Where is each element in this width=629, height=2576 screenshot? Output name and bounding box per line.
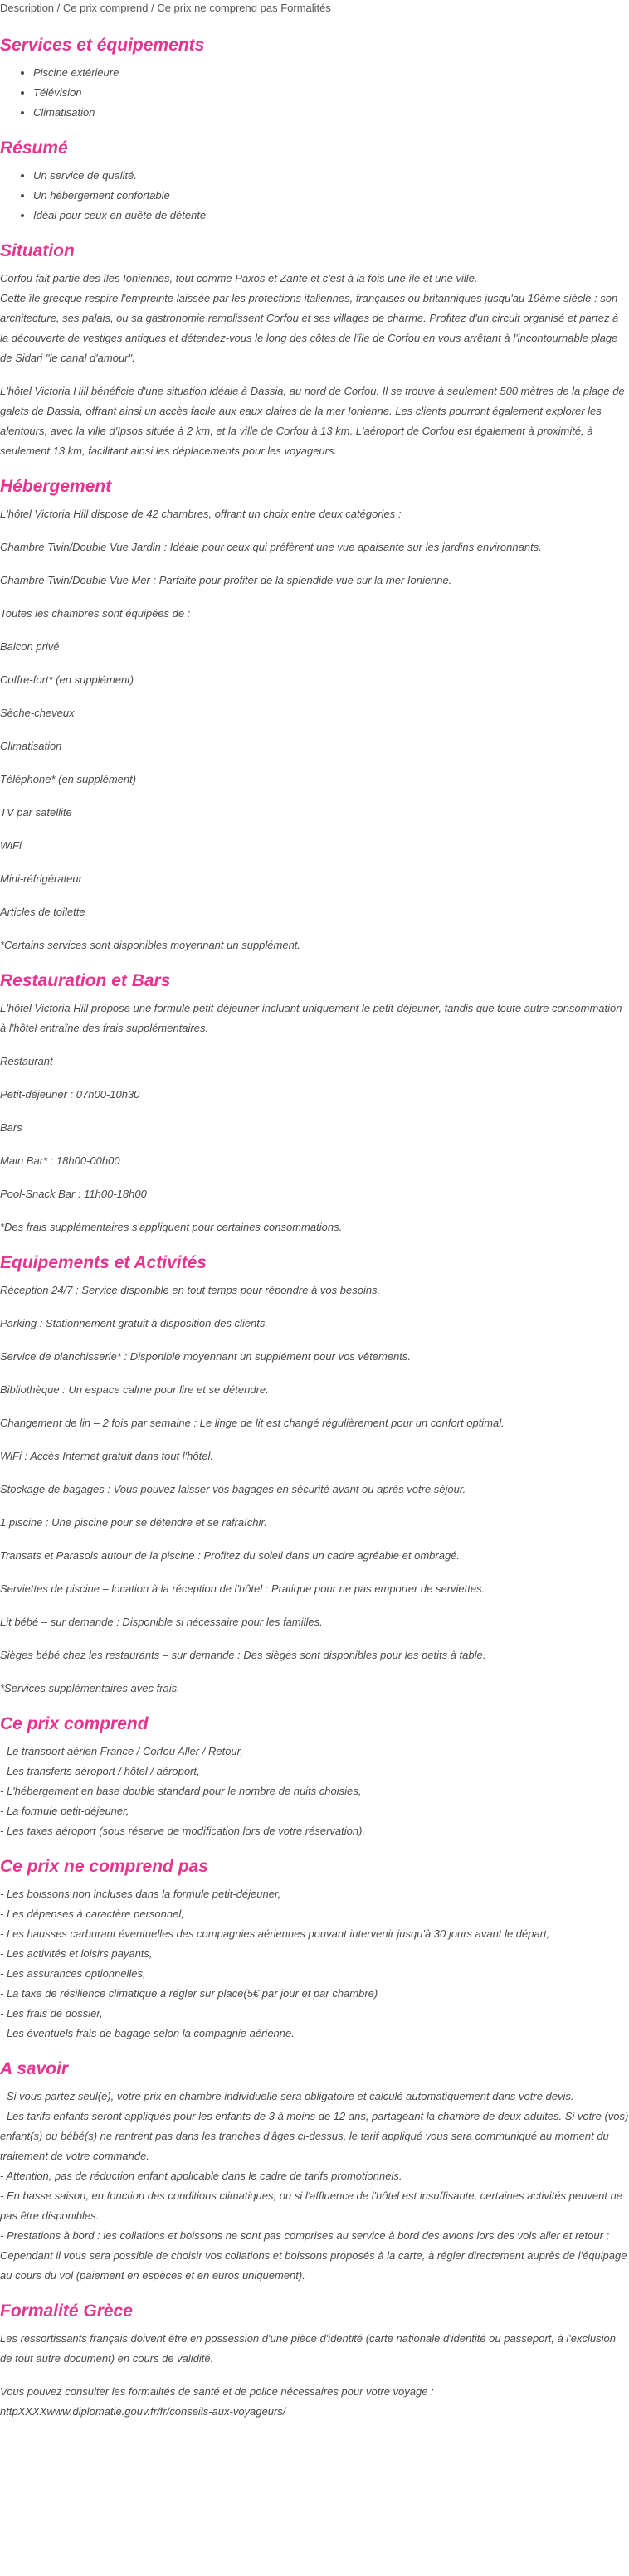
situation-paragraph: Cette île grecque respire l'empreinte laissée par les protections italiennes, françaises ou britanniques jusqu'au 19ème siècle : son architecture, ses palais, ou sa gastronomie remplissent Corfou et ses villages de charme. Profitez d'un circuit organisé et partez à la découverte de vestiges antiques et détendez-vous le long des côtes de l'île de Corfou en vous arrêtant à l'incontournable plage de Sidari "le canal d'amour". [0, 292, 619, 364]
paragraph: Coffre-fort* (en supplément) [0, 673, 134, 686]
paragraph: Chambre Twin/Double Vue Jardin : Idéale pour ceux qui préfèrent une vue apaisante sur les jardins environnants. [0, 541, 542, 553]
paragraph: Climatisation [0, 740, 62, 752]
tab-formalites[interactable]: Formalités [280, 2, 331, 14]
formalite-title: Formalité Grèce [0, 2301, 133, 2321]
list-item: - Les frais de dossier, [0, 2007, 103, 2019]
paragraph: Chambre Twin/Double Vue Mer : Parfaite pour profiter de la splendide vue sur la mer Ionienne. [0, 574, 452, 586]
services-title: Services et équipements [0, 36, 205, 55]
paragraph: Bibliothèque : Un espace calme pour lire et se détendre. [0, 1383, 269, 1396]
list-item: - Les hausses carburant éventuelles des compagnies aériennes pouvant intervenir jusqu'à 30 jours avant le départ, [0, 1927, 550, 1940]
paragraph: Toutes les chambres sont équipées de : [0, 607, 191, 620]
list-item: • Un service de qualité. [33, 166, 629, 186]
paragraph: 1 piscine : Une piscine pour se détendre et se rafraîchir. [0, 1516, 267, 1529]
paragraph: Service de blanchisserie* : Disponible moyennant un supplément pour vos vêtements. [0, 1350, 411, 1363]
list-item: • Piscine extérieure [33, 63, 629, 83]
list-item: - Le transport aérien France / Corfou Aller / Retour, [0, 1745, 243, 1757]
paragraph: Stockage de bagages : Vous pouvez laisser vos bagages en sécurité avant ou après votre séjour. [0, 1483, 466, 1495]
hebergement-content [0, 504, 629, 955]
paragraph: Bars [0, 1121, 22, 1134]
list-item: - Les éventuels frais de bagage selon la compagnie aérienne. [0, 2027, 295, 2039]
paragraph: Main Bar* : 18h00-00h00 [0, 1154, 120, 1167]
list-item: - La taxe de résilience climatique à régler sur place(5€ par jour et par chambre) [0, 1987, 378, 2000]
paragraph: Réception 24/7 : Service disponible en tout temps pour répondre à vos besoins. [0, 1284, 381, 1296]
list-item: - Les transferts aéroport / hôtel / aéroport, [0, 1765, 200, 1777]
list-item: - Les boissons non incluses dans la formule petit-déjeuner, [0, 1888, 281, 1900]
paragraph: Articles de toilette [0, 906, 85, 918]
paragraph: Changement de lin – 2 fois par semaine : Le linge de lit est changé régulièrement pour un confort optimal. [0, 1417, 505, 1429]
paragraph: Serviettes de piscine – location à la réception de l'hôtel : Pratique pour ne pas emporter de serviettes. [0, 1582, 485, 1595]
equipements-content [0, 1281, 629, 1699]
situation-title: Situation [0, 241, 75, 260]
resume-list [0, 166, 629, 226]
a-savoir-list [0, 2087, 629, 2286]
list-item: - Attention, pas de réduction enfant applicable dans le cadre de tarifs promotionnels. [0, 2170, 402, 2182]
list-item: - Les dépenses à caractère personnel, [0, 1908, 184, 1920]
list-item: - En basse saison, en fonction des conditions climatiques, ou si l'affluence de l'hôtel est insuffisante, certaines activités peuvent ne pas être disponibles. [0, 2190, 623, 2222]
paragraph: L'hôtel Victoria Hill dispose de 42 chambres, offrant un choix entre deux catégories : [0, 508, 402, 520]
restauration-title: Restauration et Bars [0, 971, 171, 990]
paragraph: Téléphone* (en supplément) [0, 773, 137, 785]
list-item: • Idéal pour ceux en quête de détente [33, 206, 629, 226]
list-item: - Si vous partez seul(e), votre prix en chambre individuelle sera obligatoire et calculé automatiquement dans votre devis. [0, 2090, 574, 2102]
paragraph: L'hôtel Victoria Hill propose une formule petit-déjeuner incluant uniquement le petit-déjeuner, tandis que toute autre consommation à l'hôtel entraîne des frais supplémentaires. [0, 1002, 622, 1034]
paragraph: WiFi : Accès Internet gratuit dans tout l'hôtel. [0, 1450, 213, 1462]
paragraph: Transats et Parasols autour de la piscine : Profitez du soleil dans un cadre agréable et ombragé. [0, 1549, 461, 1562]
list-item: • Climatisation [33, 103, 629, 123]
paragraph: WiFi [0, 839, 22, 852]
paragraph: Balcon privé [0, 640, 60, 653]
restauration-content [0, 999, 629, 1237]
formalite-paragraph: Vous pouvez consulter les formalités de santé et de police nécessaires pour votre voyage : [0, 2385, 434, 2398]
comprend-title: Ce prix comprend [0, 1714, 149, 1733]
comprend-list [0, 1742, 629, 1841]
paragraph: Lit bébé – sur demande : Disponible si nécessaire pour les familles. [0, 1616, 323, 1628]
formalite-paragraph: Les ressortissants français doivent être en possession d'une pièce d'identité (carte nationale d'identité ou passeport, à l'exclusion de tout autre document) en cours de validité. [0, 2332, 616, 2365]
list-item: • Télévision [33, 83, 629, 103]
tab-ce-prix-ne-comprend-pas[interactable]: Ce prix ne comprend pas [157, 2, 278, 14]
tab-ce-prix-comprend[interactable]: Ce prix comprend [62, 2, 149, 14]
paragraph: Petit-déjeuner : 07h00-10h30 [0, 1088, 140, 1101]
paragraph: Sèche-cheveux [0, 707, 75, 719]
hebergement-title: Hébergement [0, 477, 112, 496]
a-savoir-title: A savoir [0, 2059, 69, 2078]
paragraph: Parking : Stationnement gratuit à disposition des clients. [0, 1317, 269, 1329]
paragraph: Pool-Snack Bar : 11h00-18h00 [0, 1188, 147, 1200]
list-item: - L'hébergement en base double standard pour le nombre de nuits choisies, [0, 1785, 362, 1797]
situation-paragraph: L'hôtel Victoria Hill bénéficie d'une situation idéale à Dassia, au nord de Corfou. Il se trouve à seulement 500 mètres de la plage de galets de Dassia, offrant ainsi un accès facile aux eaux claires de la mer Ionienne. Les clients pourront également explorer les alentours, avec la ville d'Ipsos située à 2 km, et la ville de Corfou à 13 km. L'aéroport de Corfou est également à proximité, à seulement 13 km, facilitant ainsi les déplacements pour les voyageurs. [0, 385, 625, 457]
paragraph: *Certains services sont disponibles moyennant un supplément. [0, 939, 301, 951]
paragraph: TV par satellite [0, 806, 72, 819]
tab-bar: Description / Ce prix comprend / Ce prix ne comprend pas Formalités [0, 2, 331, 14]
formalite-link[interactable]: httpXXXXwww.diplomatie.gouv.fr/fr/conseils-aux-voyageurs/ [0, 2405, 286, 2418]
list-item: - Les taxes aéroport (sous réserve de modification lors de votre réservation). [0, 1825, 366, 1837]
list-item: - La formule petit-déjeuner, [0, 1805, 129, 1817]
list-item: - Les assurances optionnelles, [0, 1967, 146, 1980]
services-list [0, 63, 629, 123]
list-item: - Les tarifs enfants seront appliqués pour les enfants de 3 à moins de 12 ans, partageant la chambre de deux adultes. Si votre (vos) enfant(s) ou bébé(s) ne rentrent pas dans les tranches d'âges ci-dessus, le tarif appliqué vous sera communiqué au moment du traitement de votre commande. [0, 2110, 629, 2162]
paragraph: *Services supplémentaires avec frais. [0, 1682, 180, 1694]
resume-title: Résumé [0, 139, 68, 158]
paragraph: Mini-réfrigérateur [0, 872, 82, 885]
equipements-title: Equipements et Activités [0, 1253, 207, 1272]
paragraph: Restaurant [0, 1055, 53, 1067]
situation-paragraph: Corfou fait partie des îles Ioniennes, tout comme Paxos et Zante et c'est à la fois une île et une ville. [0, 272, 478, 284]
ne-comprend-list [0, 1884, 629, 2044]
ne-comprend-title: Ce prix ne comprend pas [0, 1857, 208, 1876]
list-item: • Un hébergement confortable [33, 186, 629, 206]
list-item: - Prestations à bord : les collations et boissons ne sont pas comprises au service à bord des avions lors des vols aller et retour ; Cependant il vous sera possible de choisir vos collations et boissons proposés à la carte, à régler directement auprès de l'équipage au cours du vol (paiement en espèces et en euros uniquement). [0, 2229, 627, 2282]
list-item: - Les activités et loisirs payants, [0, 1947, 153, 1960]
tab-description[interactable]: Description [0, 2, 55, 14]
paragraph: Sièges bébé chez les restaurants – sur demande : Des sièges sont disponibles pour les petits à table. [0, 1649, 486, 1661]
paragraph: *Des frais supplémentaires s'appliquent pour certaines consommations. [0, 1221, 343, 1233]
